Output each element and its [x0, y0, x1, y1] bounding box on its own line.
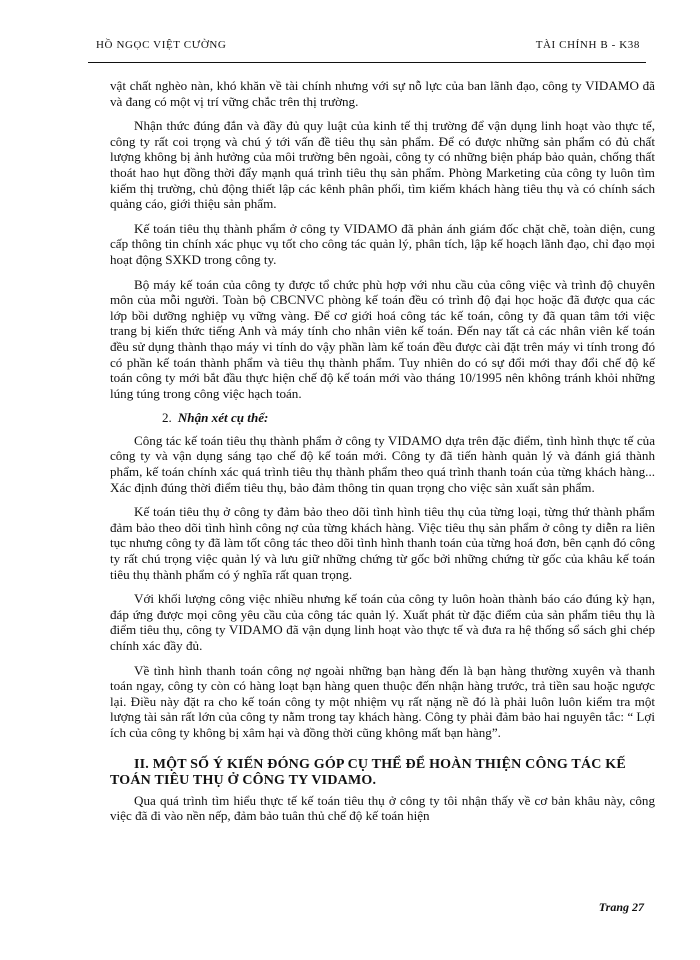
paragraph-2: Nhận thức đúng đắn và đầy đủ quy luật của kinh tế thị trường để vận dụng linh hoạt vào thực tế, công ty rất coi trọng và chú ý tới vấn đề tiêu thụ sản phẩm. Để có được những sản phẩm có đủ chất lượng không bị ảnh hưởng của môi trường bên ngoài, công ty có những biện pháp bảo quản, chống thất thoát hao hụt đồng thời đẩy mạnh quá trình tiêu thụ sản phẩm. Phòng Marketing của công ty luôn tìm kiếm thị trường, chủ động thiết lập các kênh phân phối, tìm kiếm khách hàng tiêu thụ và có chính sách quảng cáo, giới thiệu sản phẩm. [110, 118, 655, 212]
paragraph-4: Bộ máy kế toán của công ty được tổ chức phù hợp với nhu cầu của công việc và trình độ chuyên môn của mỗi người. Toàn bộ CBCNVC phòng kế toán đều có trình độ đại học hoặc đã được qua các lớp bồi dưỡng nghiệp vụ vững vàng. Để cơ giới hoá công tác kế toán, công ty đã quan tâm tới việc trang bị kiến thức tiếng Anh và máy tính cho nhân viên kế toán. Đến nay tất cả các nhân viên kế toán đều sử dụng thành thạo máy vi tính do vậy phần làm kế toán đều được cài đặt trên máy vi tính trong đó có phần kế toán thành phẩm và tiêu thụ thành phẩm. Tuy nhiên do có sự đổi mới thay đổi chế độ kế toán công ty mới bắt đầu thực hiện chế độ kế toán mới vào tháng 10/1995 nên không tránh khỏi những lúng túng trong công việc hạch toán. [110, 276, 655, 401]
paragraph-5: Công tác kế toán tiêu thụ thành phẩm ở công ty VIDAMO dựa trên đặc điểm, tình hình thực tế của công ty và vận dụng sáng tạo chế độ kế toán mới. Công ty đã tiến hành quản lý và đánh giá thành phẩm, kế toán chính xác quá trình tiêu thụ thành phẩm theo quá trình thanh toán của từng khách hàng... Xác định đúng thời điểm tiêu thụ, bảo đảm thông tin quan trọng cho việc sản xuất sản phẩm. [110, 432, 655, 495]
page-footer [88, 900, 646, 915]
paragraph-6: Kế toán tiêu thụ ở công ty đảm bảo theo dõi tình hình tiêu thụ của từng loại, từng thứ thành phẩm đảm bảo theo dõi tình hình công nợ của từng khách hàng. Việc tiêu thụ sản phẩm ở công ty diễn ra liên tục nhưng công ty đã làm tốt công tác theo dõi tình hình thanh toán của từng hoá đơn, bên cạnh đó công ty rất chú trọng việc quản lý và lưu giữ những chứng từ gốc bởi những chứng từ gốc của khâu kế toán tiêu thụ thành phẩm có ý nghĩa rất quan trọng. [110, 504, 655, 582]
paragraph-8: Về tình hình thanh toán công nợ ngoài những bạn hàng đến là bạn hàng thường xuyên và thanh toán ngay, công ty còn có hàng loạt bạn hàng quen thuộc đến nhận hàng trước, trả tiền sau hoặc ngược lại. Điều này đặt ra cho kế toán công ty một nhiệm vụ rất nặng nề đó là phải luôn luôn kiểm tra một lượng tài sản rất lớn của công ty nằm trong tay khách hàng. Công ty phải đảm bảo hai nguyên tắc: “ Lợi ích của công ty không bị xâm hại và đồng thời cũng không mất bạn hàng”. [110, 662, 655, 740]
paragraph-9: Qua quá trình tìm hiểu thực tế kế toán tiêu thụ ở công ty tôi nhận thấy về cơ bản khâu này, công việc đã đi vào nền nếp, đảm bảo tuân thủ chế độ kế toán hiện [110, 792, 655, 824]
subsection-number: 2. [162, 410, 172, 426]
page-number: Trang 27 [598, 900, 644, 914]
page-body [110, 78, 655, 833]
subsection-title: Nhận xét cụ thể: [177, 410, 269, 426]
section-heading: II. MỘT SỐ Ý KIẾN ĐÓNG GÓP CỤ THỂ ĐỂ HOÀN THIỆN CÔNG TÁC KẾ TOÁN TIÊU THỤ Ở CÔNG TY VIDAMO. [110, 756, 626, 788]
header-course: TÀI CHÍNH B - K38 [535, 39, 640, 51]
paragraph-7: Với khối lượng công việc nhiều nhưng kế toán của công ty luôn hoàn thành báo cáo đúng kỳ hạn, đáp ứng được mọi công yêu cầu của công tác quản lý. Xuất phát từ đặc điểm của sản phẩm tiêu thụ là điểm tiêu thụ, công ty VIDAMO đã vận dụng linh hoạt vào thực tế và đưa ra hệ thống sổ sách ghi chép chính xác đầy đủ. [110, 591, 655, 653]
subsection-heading [110, 410, 655, 426]
paragraph-3: Kế toán tiêu thụ thành phẩm ở công ty VIDAMO đã phản ánh giám đốc chặt chẽ, toàn diện, cung cấp thông tin chính xác phục vụ tốt cho công tác quản lý, phân tích, lập kế hoạch lãnh đạo, chỉ đạo mọi hoạt động SXKD trong công ty. [110, 220, 655, 267]
page-header [88, 40, 646, 63]
header-author: HỒ NGỌC VIỆT CƯỜNG [96, 39, 227, 51]
paragraph-1: vật chất nghèo nàn, khó khăn về tài chính nhưng với sự nỗ lực của ban lãnh đạo, công ty VIDAMO đã và đang có một vị trí vững chắc trên thị trường. [110, 78, 655, 109]
